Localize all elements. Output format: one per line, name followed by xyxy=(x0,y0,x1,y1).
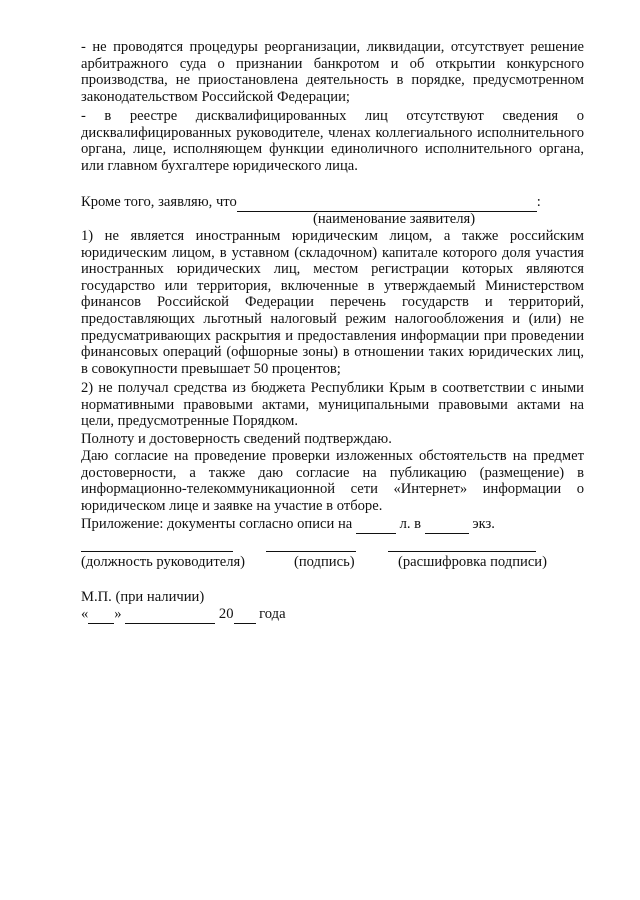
attachment-mid: л. в xyxy=(399,516,422,532)
signature-line xyxy=(266,551,356,552)
attachment-line xyxy=(81,516,495,534)
date-year-prefix: 20 xyxy=(218,606,234,622)
applicant-name-blank xyxy=(237,194,537,212)
declaration-line xyxy=(81,194,541,212)
stamp-label: М.П. (при наличии) xyxy=(81,589,205,605)
decoding-caption: (расшифровка подписи) xyxy=(398,554,547,570)
date-close-quote: » xyxy=(114,606,122,622)
attachment-prefix: Приложение: документы согласно описи на xyxy=(81,516,353,532)
paragraph-consent: Даю согласие на проведение проверки изложенных обстоятельств на предмет достоверности, а также даю согласие на публикацию (размещение) в информационно-телекоммуникационной сети «Интернет» информации о юридическом лице и заявке на участие в отборе. xyxy=(81,448,584,514)
year-blank xyxy=(234,606,256,624)
decoding-signature-line xyxy=(388,551,536,552)
signature-caption: (подпись) xyxy=(294,554,355,570)
date-suffix: года xyxy=(259,606,286,622)
paragraph-not-foreign: 1) не является иностранным юридическим лицом, а также российским юридическим лицом, в уставном (складочном) капитале которого доля участия иностранных юридических лиц, местом регистрации которых являются государство или территория, включенные в утверждаемый Министерством финансов Российской Федерации перечень государств и территорий, предоставляющих льготный налоговый режим налогообложения и (или) не предусматривающих раскрытия и предоставления информации при проведении финансовых операций (офшорные зоны) в отношении таких юридических лиц, в совокупности превышает 50 процентов; xyxy=(81,228,584,377)
paragraph-confirmation: Полноту и достоверность сведений подтверждаю. xyxy=(81,431,392,447)
month-blank xyxy=(125,606,215,624)
declaration-suffix: : xyxy=(536,194,541,210)
sheets-count-blank xyxy=(356,516,396,534)
applicant-caption: (наименование заявителя) xyxy=(313,211,476,227)
position-signature-line xyxy=(81,551,233,552)
attachment-suffix: экз. xyxy=(472,516,495,532)
paragraph-reorganization: - не проводятся процедуры реорганизации, ликвидации, отсутствует решение арбитражного суда о признании банкротом и об открытии конкурсного производства, не приостановлена деятельность в порядке, предусмотренном законодательством Российской Федерации; xyxy=(81,39,584,105)
date-line xyxy=(81,606,286,624)
declaration-prefix: Кроме того, заявляю, что xyxy=(81,194,237,210)
day-blank xyxy=(88,606,114,624)
paragraph-disqualified-registry: - в реестре дисквалифицированных лиц отсутствуют сведения о дисквалифицированных руководителе, членах коллегиального исполнительного органа, лице, исполняющем функции единоличного исполнительного органа, или главном бухгалтере юридического лица. xyxy=(81,108,584,174)
date-open-quote: « xyxy=(81,606,89,622)
position-caption: (должность руководителя) xyxy=(81,554,246,570)
copies-count-blank xyxy=(425,516,469,534)
paragraph-no-budget-funds: 2) не получал средства из бюджета Республики Крым в соответствии с иными нормативными правовыми актами, муниципальными правовыми актами на цели, предусмотренные Порядком. xyxy=(81,380,584,430)
